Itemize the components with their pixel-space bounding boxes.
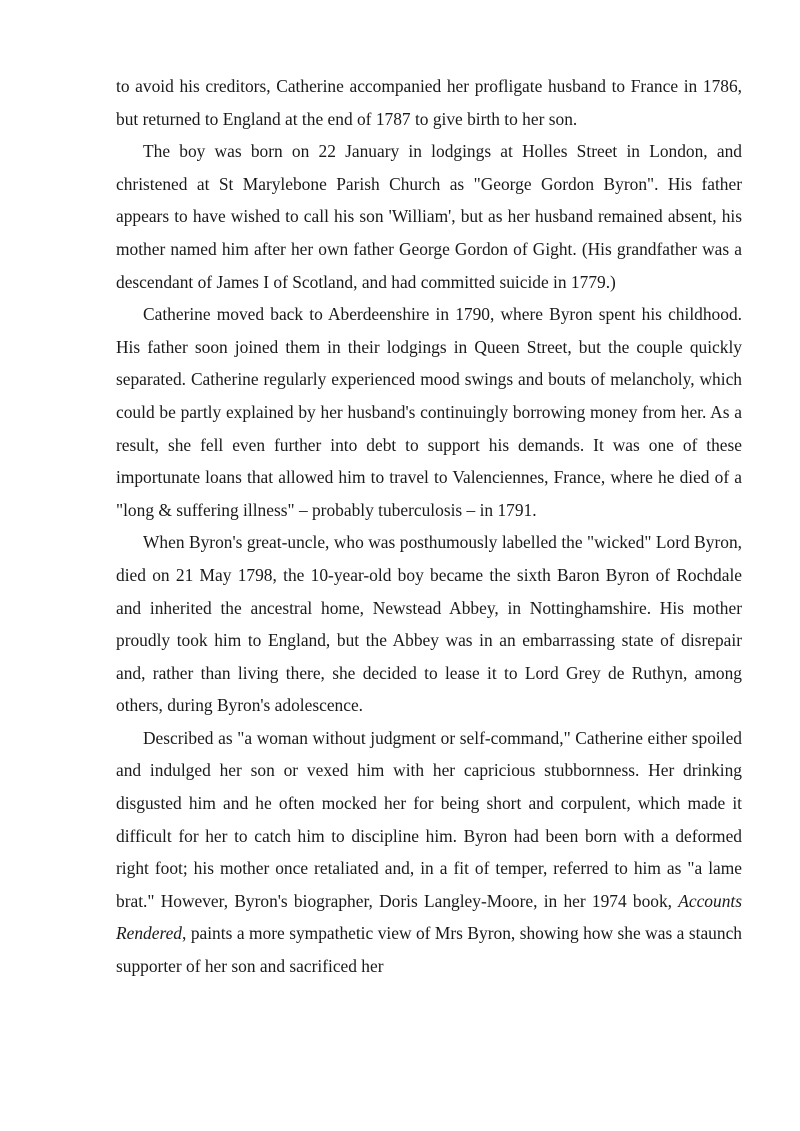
paragraph-aberdeenshire: Catherine moved back to Aberdeenshire in 1790, where Byron spent his childhood. His father soon joined them in their lodgings in Queen Street, but the couple quickly separated. Catherine regularly experienced mood swings and bouts of melancholy, which could be partly explained by her husband's continuingly borrowing money from her. As a result, she fell even further into debt to support his demands. It was one of these importunate loans that allowed him to travel to Valenciennes, France, where he died of a "long & suffering illness" – probably tuberculosis – in 1791. [116, 304, 742, 520]
paragraph-birth: The boy was born on 22 January in lodgings at Holles Street in London, and christened at St Marylebone Parish Church as "George Gordon Byron". His father appears to have wished to call his son 'William', but as her husband remained absent, his mother named him after her own father George Gordon of Gight. (His grandfather was a descendant of James I of Scotland, and had committed suicide in 1779.) [116, 141, 742, 292]
paragraph-catherine-character [116, 722, 742, 983]
paragraph-text-before-title: Described as "a woman without judgment or self-command," Catherine either spoiled and indulged her son or vexed him with her capricious stubbornness. Her drinking disgusted him and he often mocked her for being short and corpulent, which made it difficult for her to catch him to discipline him. Byron had been born with a deformed right foot; his mother once retaliated and, in a fit of temper, referred to him as "a lame brat." However, Byron's biographer, Doris Langley-Moore, in her 1974 book, [116, 727, 742, 911]
document-page [116, 70, 742, 983]
paragraph-creditors: to avoid his creditors, Catherine accompanied her profligate husband to France in 1786, but returned to England at the end of 1787 to give birth to her son. [116, 76, 742, 129]
paragraph-newstead-abbey: When Byron's great-uncle, who was posthumously labelled the "wicked" Lord Byron, died on 21 May 1798, the 10-year-old boy became the sixth Baron Byron of Rochdale and inherited the ancestral home, Newstead Abbey, in Nottinghamshire. His mother proudly took him to England, but the Abbey was in an embarrassing state of disrepair and, rather than living there, she decided to lease it to Lord Grey de Ruthyn, among others, during Byron's adolescence. [116, 532, 742, 716]
paragraph-text-after-title: , paints a more sympathetic view of Mrs Byron, showing how she was a staunch supporter of her son and sacrificed her [116, 923, 742, 977]
book-title: Accounts Rendered [116, 890, 742, 944]
